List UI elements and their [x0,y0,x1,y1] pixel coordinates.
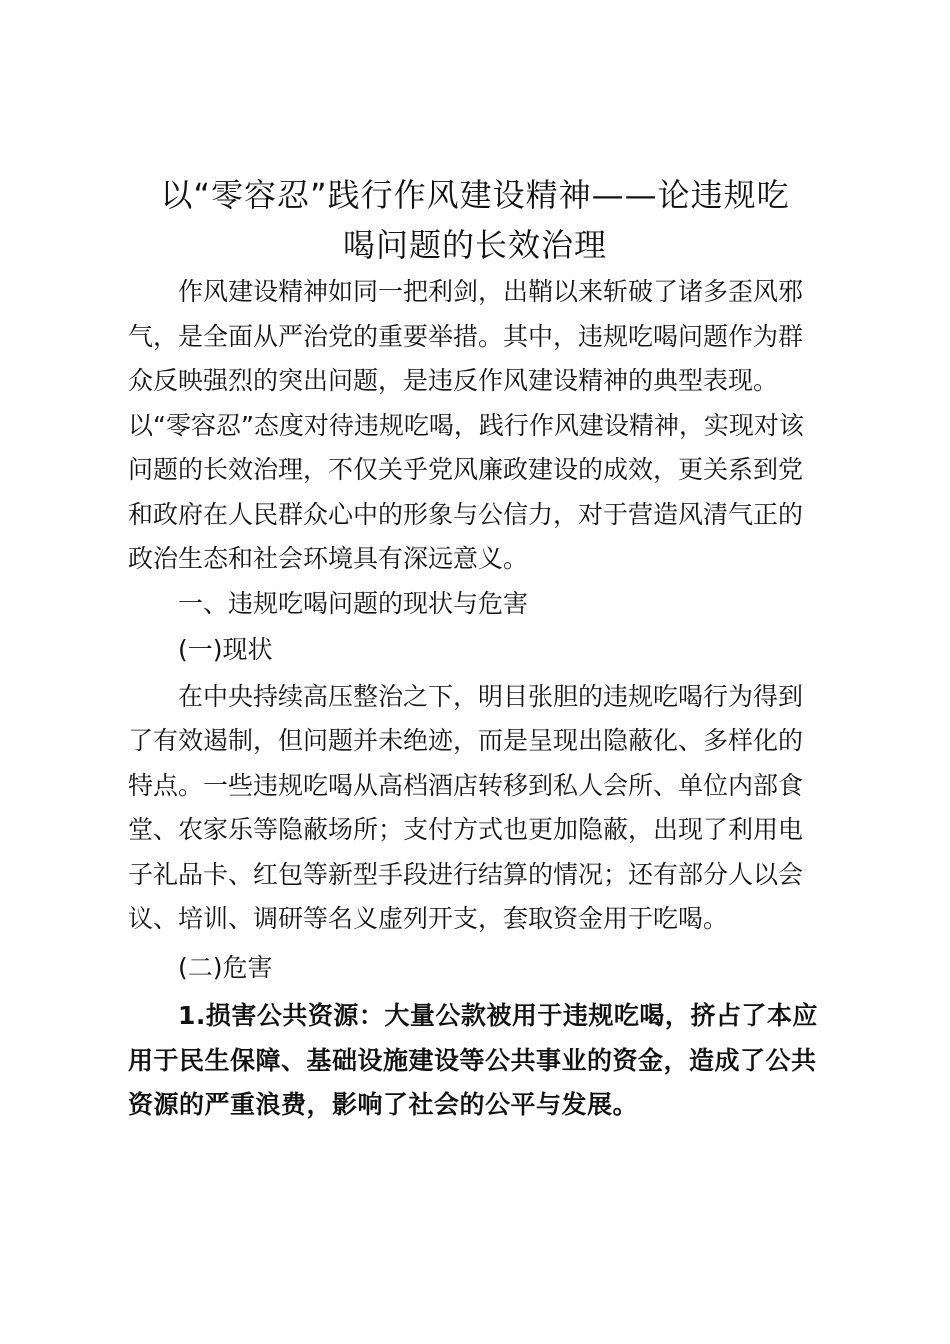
paragraph-line: 政治生态和社会环境具有深远意义。 [128,544,529,573]
paragraph-line: 了有效遏制，但问题并未绝迹，而是呈现出隐蔽化、多样化的 [128,726,804,755]
paragraph-line: 1.损害公共资源：大量公款被用于违规吃喝，挤占了本应 [178,1001,818,1030]
subsection-1-paragraph [128,675,822,942]
title-line: 喝问题的长效治理 [342,226,607,264]
paragraph-line: 问题的长效治理，不仅关乎党风廉政建设的成效，更关系到党 [128,455,804,484]
paragraph-line: 作风建设精神如同一把利剑，出鞘以来斩破了诸多歪风邪 [178,277,804,306]
intro-paragraph-2 [128,404,822,582]
document-page [128,170,822,1128]
intro-paragraph-1 [128,270,822,404]
paragraph-line: 特点。一些违规吃喝从高档酒店转移到私人会所、单位内部食 [128,770,804,800]
paragraph-line: 以“零容忍”态度对待违规吃喝，践行作风建设精神，实现对该 [128,410,804,440]
paragraph-line: 众反映强烈的突出问题，是违反作风建设精神的典型表现。 [128,366,779,395]
paragraph-line: 堂、农家乐等隐蔽场所；支付方式也更加隐蔽，出现了利用电 [128,815,804,844]
paragraph-line: 气，是全面从严治党的重要举措。其中，违规吃喝问题作为群 [128,321,804,351]
paragraph-line: 用于民生保障、基础设施建设等公共事业的资金，造成了公共 [128,1045,817,1075]
subsection-heading: (二)危害 [178,952,273,982]
paragraph-line: 资源的严重浪费，影响了社会的公平与发展。 [128,1090,639,1119]
title-line: 以“零容忍”践行作风建设精神——论违规吃 [160,176,790,214]
document-title [128,170,822,270]
paragraph-line: 和政府在人民群众心中的形象与公信力，对于营造风清气正的 [128,499,804,529]
paragraph-line: 在中央持续高压整治之下，明目张胆的违规吃喝行为得到 [178,681,804,711]
paragraph-line: 子礼品卡、红包等新型手段进行结算的情况；还有部分人以会 [128,859,804,889]
paragraph-line: 议、培训、调研等名义虚列开支，套取资金用于吃喝。 [128,904,729,933]
harm-1-paragraph [128,994,822,1128]
section-heading: 一、违规吃喝问题的现状与危害 [178,588,529,618]
subsection-heading: (一)现状 [178,635,273,664]
